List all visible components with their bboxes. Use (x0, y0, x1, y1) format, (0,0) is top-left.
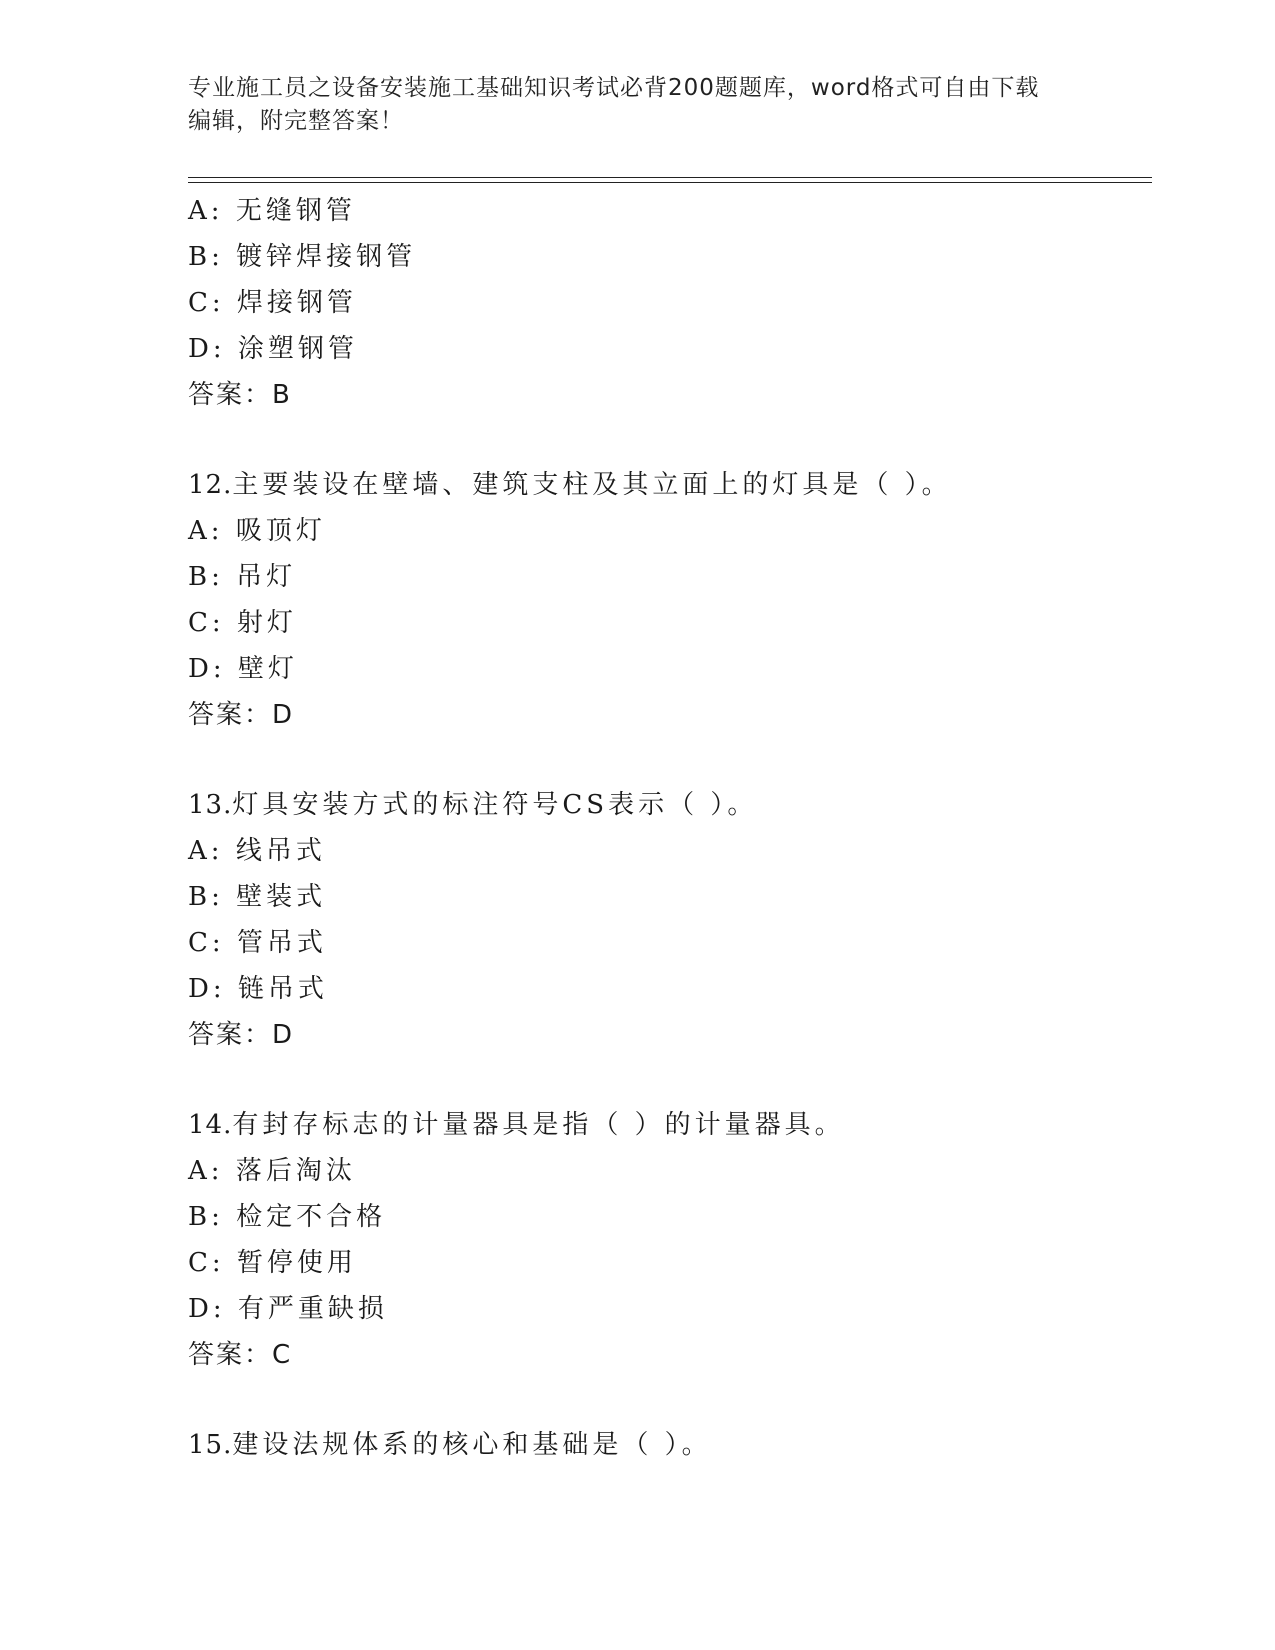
option-row (188, 600, 1148, 646)
option-key: C: (188, 1248, 225, 1278)
option-key: A: (188, 1156, 224, 1186)
question-number: 13. (188, 790, 233, 820)
option-row (188, 554, 1148, 600)
option-text: 链吊式 (237, 974, 328, 1004)
option-row (188, 188, 1148, 234)
option-text: 无缝钢管 (235, 196, 356, 226)
option-row (188, 326, 1148, 372)
option-key: C: (188, 608, 225, 638)
option-text: 镀锌焊接钢管 (236, 242, 417, 272)
option-key: A: (188, 196, 224, 226)
option-text: 壁灯 (237, 654, 298, 684)
question-stem (188, 1422, 1148, 1468)
header-title-line-1: 专业施工员之设备安装施工基础知识考试必背200题题库，word格式可自由下载 (188, 75, 1040, 101)
option-text: 管吊式 (236, 928, 327, 958)
option-text: 焊接钢管 (236, 288, 357, 318)
option-row (188, 1240, 1148, 1286)
question-stem (188, 782, 1148, 828)
option-key: C: (188, 928, 225, 958)
option-row (188, 1194, 1148, 1240)
option-key: D: (188, 654, 226, 684)
option-key: D: (188, 974, 226, 1004)
option-key: B: (188, 242, 224, 272)
option-row (188, 966, 1148, 1012)
question-stem (188, 1102, 1148, 1148)
option-row (188, 1148, 1148, 1194)
question-number: 14. (188, 1110, 233, 1140)
question-number: 12. (188, 470, 233, 500)
question-text: 主要装设在壁墙、建筑支柱及其立面上的灯具是（ ）。 (232, 470, 952, 500)
option-text: 壁装式 (236, 882, 327, 912)
question-list (188, 188, 1148, 1468)
header-divider-top (188, 177, 1152, 178)
option-key: B: (188, 882, 224, 912)
option-key: A: (188, 836, 224, 866)
question-block-12 (188, 462, 1148, 738)
option-text: 射灯 (236, 608, 297, 638)
question-stem (188, 462, 1148, 508)
option-text: 暂停使用 (236, 1248, 357, 1278)
question-text: 建设法规体系的核心和基础是（ ）。 (232, 1430, 712, 1460)
answer-line: 答案：C (188, 1340, 293, 1370)
option-row (188, 508, 1148, 554)
question-number: 15. (188, 1430, 233, 1460)
question-block-prev (188, 188, 1148, 418)
option-text: 检定不合格 (236, 1202, 387, 1232)
question-block-15 (188, 1422, 1148, 1468)
option-text: 线吊式 (235, 836, 326, 866)
answer-line: 答案：D (188, 1020, 295, 1050)
header-title-line-2: 编辑，附完整答案！ (188, 108, 404, 134)
header-divider-bottom (188, 182, 1152, 183)
option-key: D: (188, 334, 226, 364)
option-key: A: (188, 516, 224, 546)
option-row (188, 280, 1148, 326)
question-text: 有封存标志的计量器具是指（ ）的计量器具。 (232, 1110, 845, 1140)
option-row (188, 1286, 1148, 1332)
option-row (188, 920, 1148, 966)
option-key: C: (188, 288, 225, 318)
option-row (188, 874, 1148, 920)
option-text: 涂塑钢管 (237, 334, 358, 364)
answer-line: 答案：B (188, 380, 292, 410)
document-header (188, 72, 1088, 138)
option-text: 吸顶灯 (235, 516, 326, 546)
option-text: 落后淘汰 (235, 1156, 356, 1186)
question-block-14 (188, 1102, 1148, 1378)
option-text: 有严重缺损 (237, 1294, 388, 1324)
option-key: D: (188, 1294, 226, 1324)
question-text: 灯具安装方式的标注符号CS表示（ ）。 (232, 790, 758, 820)
option-row (188, 234, 1148, 280)
answer-line: 答案：D (188, 700, 295, 730)
option-row (188, 828, 1148, 874)
question-block-13 (188, 782, 1148, 1058)
option-row (188, 646, 1148, 692)
option-key: B: (188, 562, 224, 592)
option-key: B: (188, 1202, 224, 1232)
option-text: 吊灯 (236, 562, 297, 592)
